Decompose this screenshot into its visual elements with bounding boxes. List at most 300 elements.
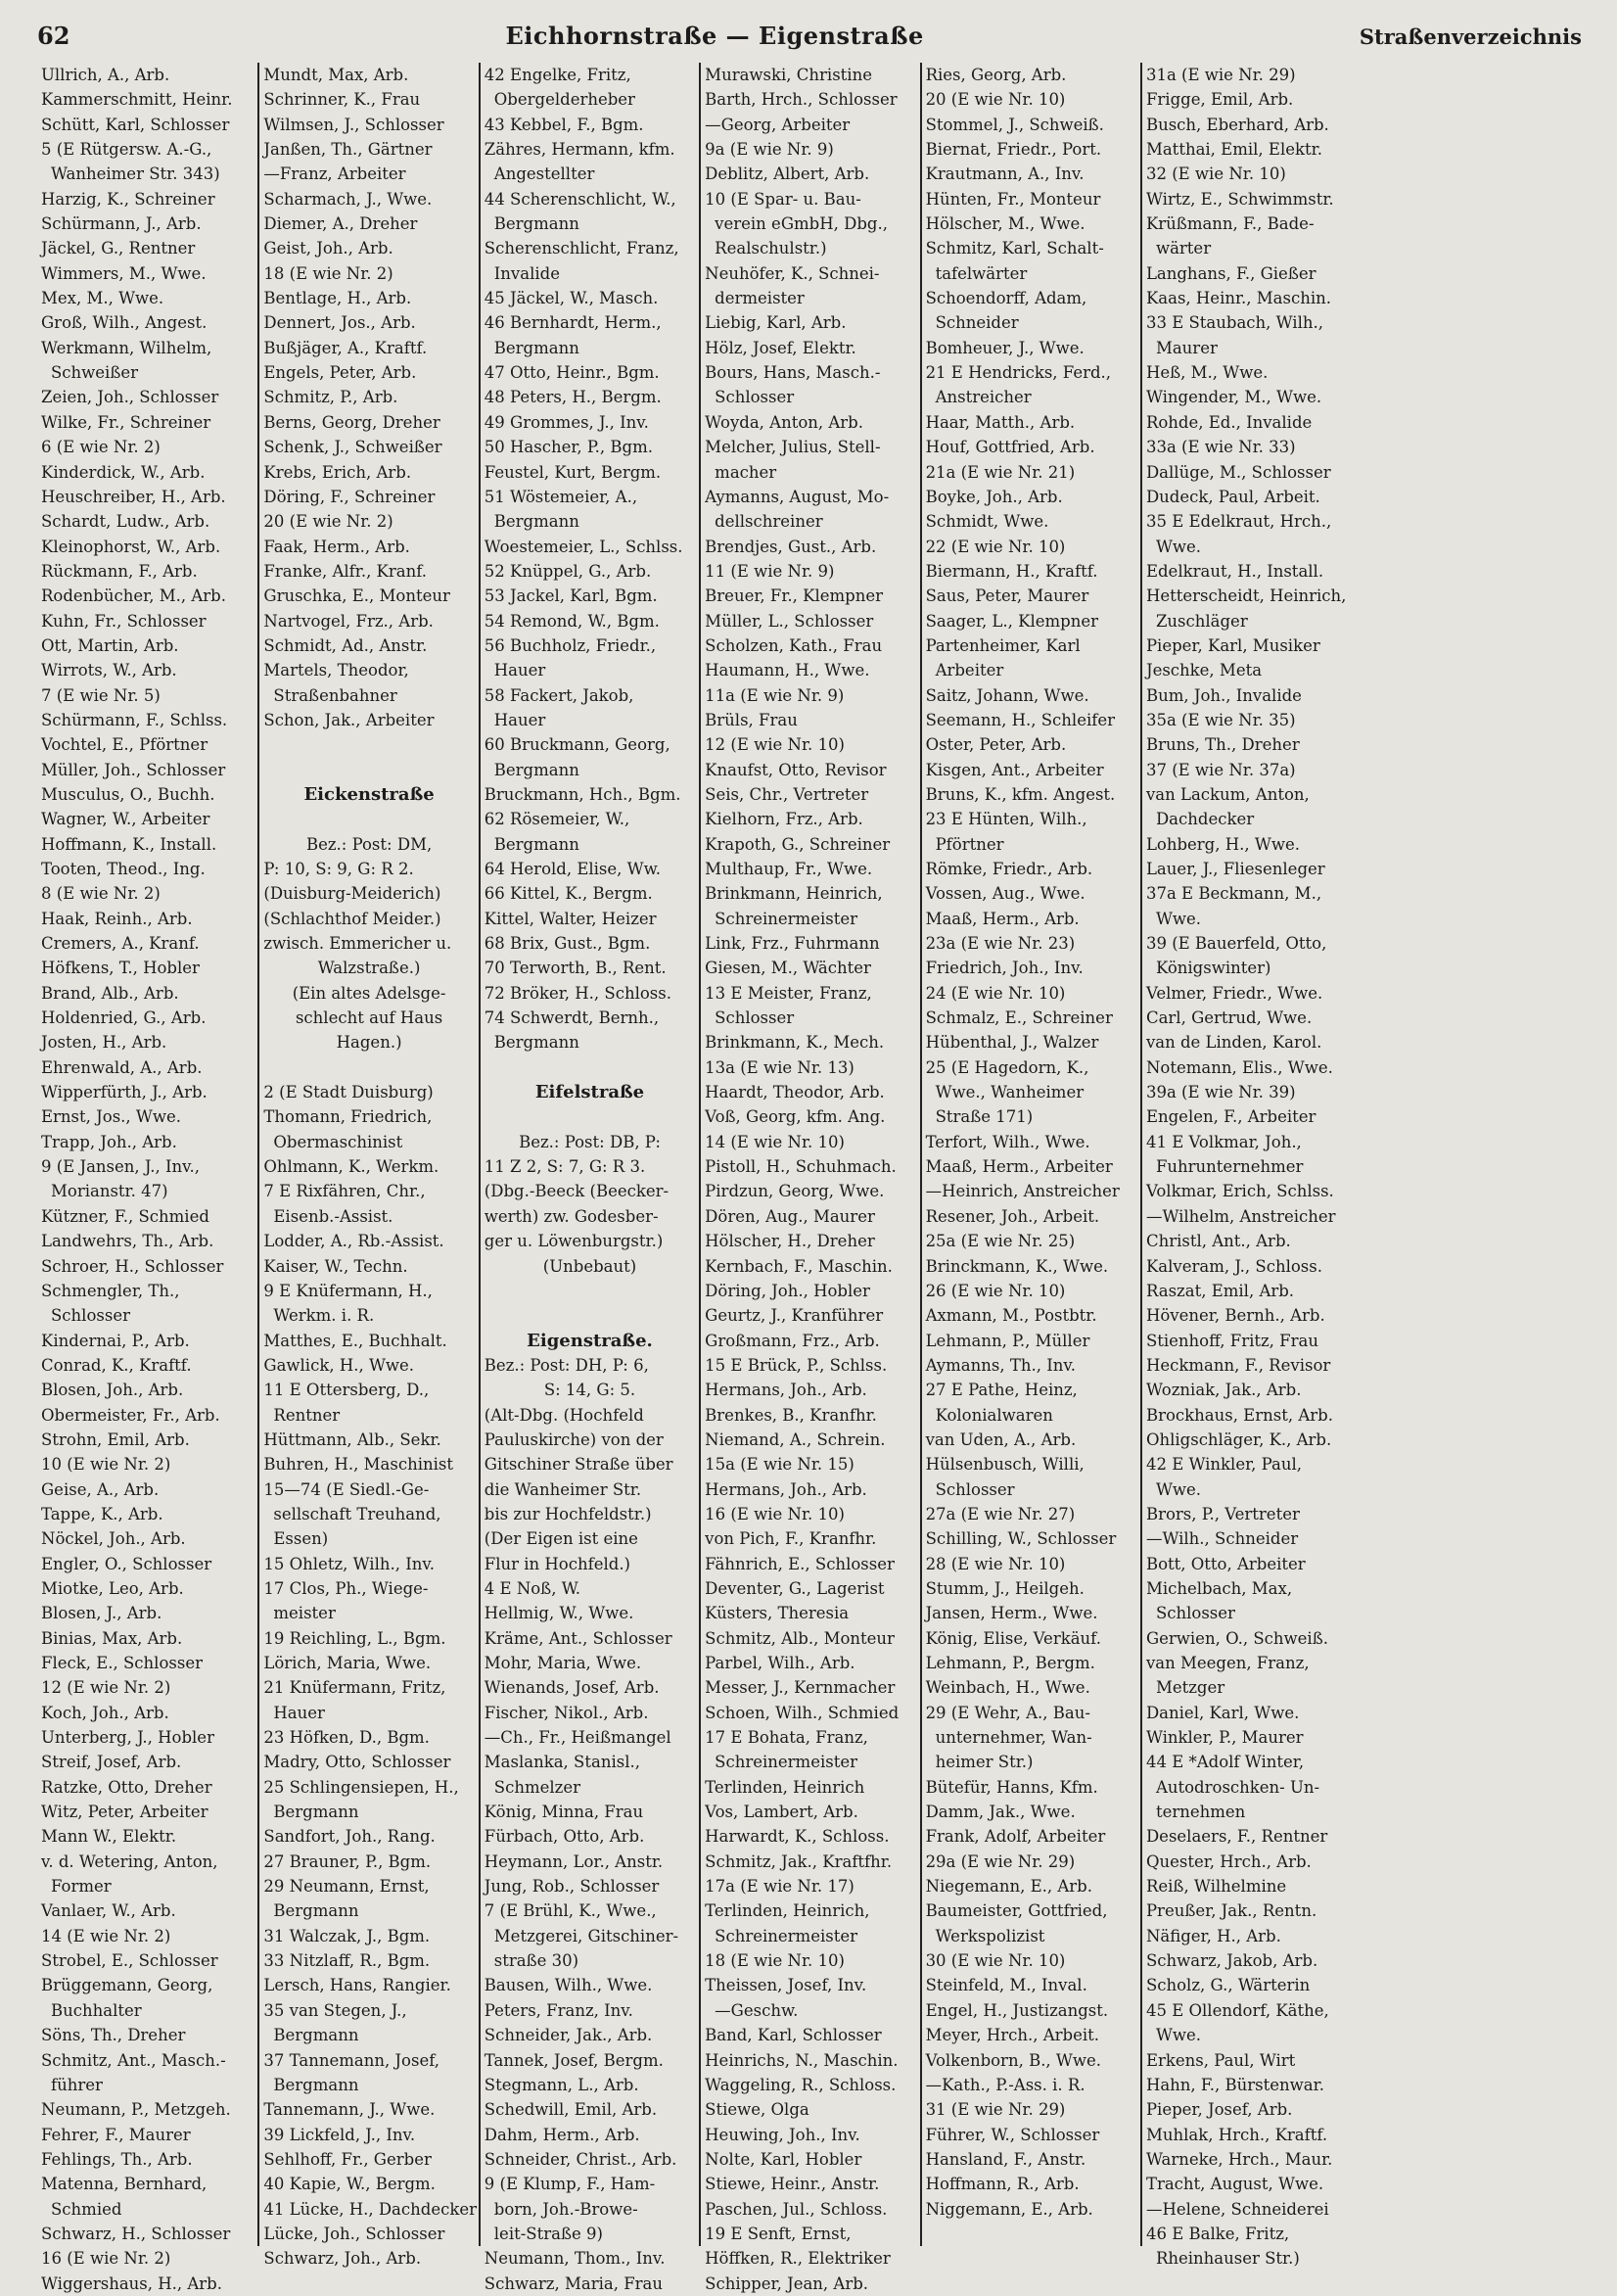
directory-line <box>485 1279 695 1303</box>
directory-line: Nöckel, Joh., Arb. <box>41 1529 186 1549</box>
directory-line: Lodder, A., Rb.-Assist. <box>263 1232 444 1251</box>
directory-line: Brors, P., Vertreter <box>1145 1504 1300 1523</box>
directory-line: Parbel, Wilh., Arb. <box>705 1654 855 1672</box>
directory-line: (Unbebaut) <box>542 1256 637 1276</box>
directory-line: (Dbg.-Beeck (Beecker- <box>484 1182 670 1201</box>
directory-line: Kalveram, J., Schloss. <box>1145 1256 1322 1276</box>
directory-line: Messer, J., Kernmacher <box>705 1678 896 1698</box>
directory-line: Peters, Franz, Inv. <box>484 2000 633 2020</box>
directory-line: Daniel, Karl, Wwe. <box>1145 1703 1300 1722</box>
directory-line: Arbeiter <box>935 661 1004 680</box>
directory-line: Holdenried, G., Arb. <box>41 1008 207 1028</box>
directory-line: Hüttmann, Alb., Sekr. <box>263 1429 441 1449</box>
directory-line: 26 (E wie Nr. 10) <box>925 1281 1066 1300</box>
directory-line: van Uden, A., Arb. <box>925 1429 1077 1449</box>
directory-line: Autodroschken- Un- <box>1155 1777 1320 1797</box>
directory-line: Notemann, Elis., Wwe. <box>1145 1057 1333 1077</box>
directory-line: Binias, Max, Arb. <box>41 1628 183 1648</box>
directory-line: 37 (E wie Nr. 37a) <box>1145 760 1296 779</box>
directory-line: 45 E Ollendorf, Käthe, <box>1145 2000 1329 2020</box>
directory-line: Edelkraut, H., Install. <box>1145 561 1324 581</box>
directory-line: 44 E *Adolf Winter, <box>1145 1753 1305 1772</box>
directory-line: Hansland, F., Anstr. <box>925 2149 1086 2169</box>
directory-line: 11 Z 2, S: 7, G: R 3. <box>484 1157 646 1177</box>
directory-line: Matthai, Emil, Elektr. <box>1145 140 1322 160</box>
directory-line: Terfort, Wilh., Wwe. <box>925 1132 1090 1151</box>
directory-line: 31 Walczak, J., Bgm. <box>263 1926 431 1945</box>
directory-line: Wozniak, Jak., Arb. <box>1145 1381 1302 1400</box>
directory-line: Schlosser <box>935 1479 1015 1499</box>
directory-line: Brinkmann, Heinrich, <box>705 884 883 904</box>
directory-line <box>263 732 474 757</box>
directory-line: Bergmann <box>493 834 579 854</box>
directory-line: Kinderdick, W., Arb. <box>41 462 206 482</box>
directory-line: Wagner, W., Arbeiter <box>41 810 210 829</box>
directory-line: 7 (E Brühl, K., Wwe., <box>484 1901 657 1921</box>
directory-line: Dören, Aug., Maurer <box>705 1206 875 1226</box>
directory-line: Band, Karl, Schlosser <box>705 2026 882 2045</box>
directory-line: 33 E Staubach, Wilh., <box>1145 313 1323 333</box>
directory-line: 51 Wöstemeier, A., <box>484 487 638 506</box>
directory-line: 74 Schwerdt, Bernh., <box>484 1008 660 1028</box>
directory-line: Harzig, K., Schreiner <box>41 189 215 209</box>
directory-line: 37a E Beckmann, M., <box>1145 884 1322 904</box>
directory-line: 10 (E Spar- u. Bau- <box>705 189 861 209</box>
directory-line: 9 (E Klump, F., Ham- <box>484 2175 656 2194</box>
directory-line: Schlosser <box>715 1008 795 1028</box>
directory-line: straße 30) <box>493 1951 579 1971</box>
directory-line: Schon, Jak., Arbeiter <box>263 710 435 729</box>
directory-line: Buchhalter <box>51 2000 142 2020</box>
directory-line: Wwe. <box>1155 537 1202 556</box>
directory-line: Brand, Alb., Arb. <box>41 983 179 1003</box>
directory-line: Schneider <box>935 313 1019 333</box>
directory-line: Wwe. <box>1155 1479 1202 1499</box>
directory-line: Vos, Lambert, Arb. <box>705 1803 858 1822</box>
directory-line: Seis, Chr., Vertreter <box>705 784 869 804</box>
directory-line: Engels, Peter, Arb. <box>263 363 417 383</box>
directory-line: Sehlhoff, Fr., Gerber <box>263 2149 432 2169</box>
directory-line: born, Joh.-Browe- <box>493 2199 638 2219</box>
directory-line: Schmitz, Karl, Schalt- <box>925 239 1104 258</box>
directory-line: 7 E Rixfähren, Chr., <box>263 1182 426 1201</box>
directory-line <box>485 1104 695 1129</box>
directory-line: 4 E Noß, W. <box>484 1578 581 1598</box>
directory-line: Kaas, Heinr., Maschin. <box>1145 289 1331 308</box>
directory-line: Schreinermeister <box>715 1926 857 1945</box>
directory-line: Schenk, J., Schweißer <box>263 438 442 457</box>
directory-line: Rodenbücher, M., Arb. <box>41 586 226 606</box>
directory-line: —Wilh., Schneider <box>1145 1529 1299 1549</box>
directory-line: Saitz, Johann, Wwe. <box>925 685 1089 705</box>
directory-line: Pförtner <box>935 834 1004 854</box>
directory-line: Geist, Joh., Arb. <box>263 239 393 258</box>
directory-line: Tannemann, J., Wwe. <box>263 2100 436 2120</box>
directory-line: Gitschiner Straße über <box>484 1455 673 1475</box>
directory-line: Nolte, Karl, Hobler <box>705 2149 862 2169</box>
directory-line: Bergmann <box>493 214 579 234</box>
directory-line: Schneider, Jak., Arb. <box>484 2026 653 2045</box>
directory-line: Schürmann, J., Arb. <box>41 214 202 234</box>
directory-line: Zuschläger <box>1155 611 1248 631</box>
directory-line: Bez.: Post: DM, <box>305 834 433 854</box>
directory-line: Lohberg, H., Wwe. <box>1145 834 1300 854</box>
directory-line: Küsters, Theresia <box>705 1604 850 1623</box>
directory-line: ger u. Löwenburgstr.) <box>484 1232 664 1251</box>
directory-line: 25a (E wie Nr. 25) <box>925 1232 1076 1251</box>
directory-line: 49 Grommes, J., Inv. <box>484 412 649 432</box>
directory-line: Bez.: Post: DH, P: 6, <box>484 1355 649 1375</box>
directory-line: 42 Engelke, Fritz, <box>484 66 631 84</box>
directory-line: König, Elise, Verkäuf. <box>925 1628 1101 1648</box>
directory-line: 8 (E wie Nr. 2) <box>41 884 161 904</box>
directory-line: Friedrich, Joh., Inv. <box>925 959 1084 978</box>
directory-line: Buhren, H., Maschinist <box>263 1455 454 1475</box>
directory-line: 23a (E wie Nr. 23) <box>925 934 1076 954</box>
directory-line: 18 (E wie Nr. 10) <box>705 1951 845 1971</box>
directory-line: Niemand, A., Schrein. <box>705 1429 886 1449</box>
directory-line: Stiewe, Heinr., Anstr. <box>705 2175 880 2194</box>
directory-line <box>485 1303 695 1328</box>
directory-line: Martels, Theodor, <box>263 661 409 680</box>
directory-line: Mohr, Maria, Wwe. <box>484 1654 642 1672</box>
directory-line: 62 Rösemeier, W., <box>484 810 630 829</box>
directory-line: unternehmer, Wan- <box>935 1728 1092 1748</box>
directory-line: Brenkes, B., Kranfhr. <box>705 1405 877 1425</box>
column-5 <box>920 63 1140 2246</box>
directory-line: Brüggemann, Georg, <box>41 1976 213 1995</box>
directory-line: Schreinermeister <box>715 909 857 928</box>
directory-line: 9 (E Jansen, J., Inv., <box>41 1157 200 1177</box>
directory-line: Hövener, Bernh., Arb. <box>1145 1306 1325 1326</box>
directory-line: 9 E Knüfermann, H., <box>263 1281 433 1300</box>
directory-line: Strohn, Emil, Arb. <box>41 1429 190 1449</box>
directory-line: Steinfeld, M., Inval. <box>925 1976 1087 1995</box>
directory-line: 13 E Meister, Franz, <box>705 983 872 1003</box>
directory-line: Mex, M., Wwe. <box>41 289 164 308</box>
directory-line: Werkmann, Wilhelm, <box>41 338 212 357</box>
directory-line: 45 Jäckel, W., Masch. <box>484 289 659 308</box>
directory-line: Saus, Peter, Maurer <box>925 586 1089 606</box>
directory-line: Straße 171) <box>935 1107 1034 1127</box>
directory-line: Haumann, H., Wwe. <box>705 661 870 680</box>
directory-line: die Wanheimer Str. <box>484 1479 642 1499</box>
directory-line: Bott, Otto, Arbeiter <box>1145 1554 1306 1573</box>
directory-line: Walzstraße.) <box>317 959 421 978</box>
directory-line: 28 (E wie Nr. 10) <box>925 1554 1066 1573</box>
directory-line: Bergmann <box>493 1033 579 1053</box>
directory-line: Krapoth, G., Schreiner <box>705 834 891 854</box>
directory-line: Maaß, Herm., Arb. <box>925 909 1080 928</box>
directory-line: 68 Brix, Gust., Bgm. <box>484 934 651 954</box>
directory-line: Stumm, J., Heilgeh. <box>925 1578 1085 1598</box>
directory-line: Zähres, Hermann, kfm. <box>484 140 675 160</box>
directory-line: Kittel, Walter, Heizer <box>484 909 657 928</box>
directory-line: Bez.: Post: DB, P: <box>519 1132 661 1151</box>
directory-line: Schmitz, Ant., Masch.- <box>41 2050 226 2070</box>
directory-line: Barth, Hrch., Schlosser <box>705 90 898 110</box>
directory-line: Blosen, J., Arb. <box>41 1604 162 1623</box>
directory-line: 11 (E wie Nr. 9) <box>705 561 835 581</box>
directory-line: Theissen, Josef, Inv. <box>705 1976 867 1995</box>
directory-line: Winkler, P., Maurer <box>1145 1728 1304 1748</box>
directory-line: (Duisburg-Meiderich) <box>263 884 441 904</box>
directory-line: 9a (E wie Nr. 9) <box>705 140 834 160</box>
directory-line: Heß, M., Wwe. <box>1145 363 1269 383</box>
directory-line: Raszat, Emil, Arb. <box>1145 1281 1295 1300</box>
directory-line: Anstreicher <box>935 388 1032 407</box>
directory-line: meister <box>273 1604 336 1623</box>
directory-line: Oster, Peter, Arb. <box>925 735 1067 755</box>
directory-line: Kindernai, P., Arb. <box>41 1331 190 1350</box>
directory-line: Straßenbahner <box>273 685 397 705</box>
directory-line: 11 E Ottersberg, D., <box>263 1381 430 1400</box>
directory-line: Matenna, Bernhard, <box>41 2175 208 2194</box>
directory-line: Hoffmann, K., Install. <box>41 834 217 854</box>
directory-line: 12 (E wie Nr. 2) <box>41 1678 171 1698</box>
directory-line: 21 E Hendricks, Ferd., <box>925 363 1112 383</box>
directory-line: Dachdecker <box>1155 810 1255 829</box>
directory-line: Bergmann <box>493 512 579 532</box>
directory-line: 7 (E wie Nr. 5) <box>41 685 161 705</box>
directory-line: 60 Bruckmann, Georg, <box>484 735 670 755</box>
directory-line: Schedwill, Emil, Arb. <box>484 2100 658 2120</box>
directory-line: Ries, Georg, Arb. <box>925 66 1067 84</box>
directory-line: Obermeister, Fr., Arb. <box>41 1405 220 1425</box>
directory-line: Bentlage, H., Arb. <box>263 289 412 308</box>
directory-line: Fehrer, F., Maurer <box>41 2125 191 2144</box>
directory-line: Schmitz, Jak., Kraftfhr. <box>705 1851 893 1871</box>
directory-line: Brockhaus, Ernst, Arb. <box>1145 1405 1333 1425</box>
directory-line: 40 Kapie, W., Bergm. <box>263 2175 436 2194</box>
directory-line: Mann W., Elektr. <box>41 1827 177 1847</box>
directory-line: van Lackum, Anton, <box>1145 784 1310 804</box>
directory-line <box>263 758 474 782</box>
directory-line: Maaß, Herm., Arbeiter <box>925 1157 1113 1177</box>
directory-line: Haak, Reinh., Arb. <box>41 909 193 928</box>
directory-line: Janßen, Th., Gärtner <box>263 140 433 160</box>
directory-line: Höfkens, T., Hobler <box>41 959 200 978</box>
directory-line: Niegemann, E., Arb. <box>925 1877 1092 1897</box>
directory-line: Schroer, H., Schlosser <box>41 1256 224 1276</box>
directory-line: sellschaft Treuhand, <box>273 1504 441 1523</box>
directory-line: Partenheimer, Karl <box>925 635 1081 655</box>
directory-line: —Ch., Fr., Heißmangel <box>484 1728 671 1748</box>
directory-line: leit-Straße 9) <box>493 2224 603 2243</box>
directory-line: 41 E Volkmar, Joh., <box>1145 1132 1302 1151</box>
directory-line: Pieper, Karl, Musiker <box>1145 635 1320 655</box>
directory-line: Fürbach, Otto, Arb. <box>484 1827 645 1847</box>
page-title: Eichhornstraße — Eigenstraße <box>505 22 924 50</box>
directory-line: Berns, Georg, Dreher <box>263 412 440 432</box>
directory-line: Tracht, August, Wwe. <box>1145 2175 1324 2194</box>
directory-line: Volkmar, Erich, Schlss. <box>1145 1182 1334 1201</box>
directory-line: Kolonialwaren <box>935 1405 1053 1425</box>
directory-line: Heinrichs, N., Maschin. <box>705 2050 899 2070</box>
directory-line: 54 Remond, W., Bgm. <box>484 611 660 631</box>
directory-line: Franke, Alfr., Kranf. <box>263 561 427 581</box>
directory-line: Bruns, K., kfm. Angest. <box>925 784 1116 804</box>
directory-line: Liebig, Karl, Arb. <box>705 313 847 333</box>
directory-line: Stienhoff, Fritz, Frau <box>1145 1331 1318 1350</box>
directory-line: Aymanns, Th., Inv. <box>925 1355 1076 1375</box>
directory-line: 5 (E Rütgersw. A.-G., <box>41 140 212 160</box>
directory-line: Woestemeier, L., Schlss. <box>484 537 683 556</box>
directory-line: Essen) <box>273 1529 329 1549</box>
column-1 <box>37 63 257 2293</box>
directory-line: Breuer, Fr., Klempner <box>705 586 884 606</box>
directory-line: Kräme, Ant., Schlosser <box>484 1628 672 1648</box>
directory-line: Wiggershaus, H., Arb. <box>41 2273 222 2293</box>
directory-line: 2 (E Stadt Duisburg) <box>263 1083 434 1102</box>
directory-line: tafelwärter <box>935 263 1028 283</box>
directory-line: Kielhorn, Frz., Arb. <box>705 810 863 829</box>
directory-line: Quester, Hrch., Arb. <box>1145 1851 1312 1871</box>
directory-line: Vanlaer, W., Arb. <box>41 1901 176 1921</box>
directory-line: Obermaschinist <box>273 1132 403 1151</box>
directory-line: Müller, Joh., Schlosser <box>41 760 226 779</box>
directory-line: bis zur Hochfeldstr.) <box>484 1504 652 1523</box>
directory-line: 31a (E wie Nr. 29) <box>1145 66 1296 84</box>
directory-line: Seemann, H., Schleifer <box>925 710 1115 729</box>
directory-line: Schwarz, H., Schlosser <box>41 2224 231 2243</box>
directory-line: Former <box>51 1877 112 1897</box>
directory-line: Gerwien, O., Schweiß. <box>1145 1628 1328 1648</box>
directory-line: P: 10, S: 9, G: R 2. <box>263 860 414 878</box>
directory-line: Schmalz, E., Schreiner <box>925 1008 1113 1028</box>
directory-line: Bergmann <box>273 2026 359 2045</box>
directory-line: Bütefür, Hanns, Kfm. <box>925 1777 1098 1797</box>
directory-line: 29 (E Wehr, A., Bau- <box>925 1703 1090 1722</box>
directory-line: Axmann, M., Postbtr. <box>925 1306 1097 1326</box>
directory-line: Neumann, P., Metzgeh. <box>41 2100 231 2120</box>
directory-line: Näfiger, H., Arb. <box>1145 1926 1281 1945</box>
directory-line: Pistoll, H., Schuhmach. <box>705 1157 897 1177</box>
directory-line: Trapp, Joh., Arb. <box>41 1132 177 1151</box>
directory-line: Terlinden, Heinrich <box>705 1777 865 1797</box>
directory-line: Hölz, Josef, Elektr. <box>705 338 856 357</box>
directory-line: Hölscher, H., Dreher <box>705 1232 875 1251</box>
directory-line: 27a (E wie Nr. 27) <box>925 1504 1076 1523</box>
directory-line: Stommel, J., Schweiß. <box>925 115 1104 134</box>
directory-line: Warneke, Hrch., Maur. <box>1145 2149 1333 2169</box>
directory-line: Deblitz, Albert, Arb. <box>705 164 870 184</box>
directory-line: Hünten, Fr., Monteur <box>925 189 1101 209</box>
directory-line: —Heinrich, Anstreicher <box>925 1182 1120 1201</box>
directory-line: Kernbach, F., Maschin. <box>705 1256 893 1276</box>
directory-line: 19 E Senft, Ernst, <box>705 2224 852 2243</box>
directory-line: 15—74 (E Siedl.-Ge- <box>263 1479 430 1499</box>
directory-line: Bum, Joh., Invalide <box>1145 685 1302 705</box>
directory-line: dellschreiner <box>715 512 823 532</box>
directory-line: Mundt, Max, Arb. <box>263 66 409 84</box>
directory-line: 6 (E wie Nr. 2) <box>41 438 161 457</box>
directory-line: 64 Herold, Elise, Ww. <box>484 860 662 878</box>
directory-line: (Der Eigen ist eine <box>484 1529 638 1549</box>
directory-line: Bausen, Wilh., Wwe. <box>484 1976 653 1995</box>
directory-line: Schmitz, P., Arb. <box>263 388 398 407</box>
directory-line: führer <box>51 2075 103 2094</box>
directory-line: Dennert, Jos., Arb. <box>263 313 416 333</box>
directory-line: Kuhn, Fr., Schlosser <box>41 611 207 631</box>
directory-line: Werkm. i. R. <box>273 1306 375 1326</box>
directory-line: von Pich, F., Kranfhr. <box>705 1529 877 1549</box>
directory-line: Dudeck, Paul, Arbeit. <box>1145 487 1320 506</box>
directory-line: van de Linden, Karol. <box>1145 1033 1322 1053</box>
directory-line: Stegmann, L., Arb. <box>484 2075 639 2094</box>
directory-line: 70 Terworth, B., Rent. <box>484 959 667 978</box>
directory-line: Wipperfürth, J., Arb. <box>41 1083 208 1102</box>
directory-line: 10 (E wie Nr. 2) <box>41 1455 171 1475</box>
directory-line: Vochtel, E., Pförtner <box>41 735 208 755</box>
directory-line: Faak, Herm., Arb. <box>263 537 410 556</box>
directory-line: —Helene, Schneiderei <box>1145 2199 1329 2219</box>
directory-line: Zeien, Joh., Schlosser <box>41 388 219 407</box>
directory-line: Tooten, Theod., Ing. <box>41 860 206 878</box>
directory-line: Metzgerei, Gitschiner- <box>493 1926 679 1945</box>
street-heading: Eifelstraße <box>534 1082 645 1103</box>
directory-line: Heymann, Lor., Anstr. <box>484 1851 664 1871</box>
directory-line: Schlosser <box>1155 1604 1235 1623</box>
directory-line: Brinkmann, K., Mech. <box>705 1033 885 1053</box>
directory-line: 72 Bröker, H., Schloss. <box>484 983 671 1003</box>
directory-line: 29 Neumann, Ernst, <box>263 1877 430 1897</box>
directory-line: Waggeling, R., Schloss. <box>705 2075 897 2094</box>
directory-line: 47 Otto, Heinr., Bgm. <box>484 363 660 383</box>
directory-line: Wimmers, M., Wwe. <box>41 263 207 283</box>
directory-line: Haardt, Theodor, Arb. <box>705 1083 885 1102</box>
directory-line: 35 van Stegen, J., <box>263 2000 407 2020</box>
directory-line: Schmidt, Ad., Anstr. <box>263 635 428 655</box>
directory-line: Schipper, Jean, Arb. <box>705 2273 869 2293</box>
directory-line: Resener, Joh., Arbeit. <box>925 1206 1100 1226</box>
directory-line: Metzger <box>1155 1678 1225 1698</box>
directory-line: 17 Clos, Ph., Wiege- <box>263 1578 429 1598</box>
directory-line: Lücke, Joh., Schlosser <box>263 2224 445 2243</box>
directory-line: Fleck, E., Schlosser <box>41 1654 203 1672</box>
directory-line: 56 Buchholz, Friedr., <box>484 635 657 655</box>
directory-line <box>263 1055 474 1080</box>
directory-line: 16 (E wie Nr. 2) <box>41 2249 171 2269</box>
directory-line: Gawlick, H., Wwe. <box>263 1355 415 1375</box>
directory-line: 39 Lickfeld, J., Inv. <box>263 2125 416 2144</box>
directory-line: 21 Knüfermann, Fritz, <box>263 1678 446 1698</box>
directory-line: 50 Hascher, P., Bgm. <box>484 438 653 457</box>
directory-line: Müller, L., Schlosser <box>705 611 874 631</box>
directory-line: Multhaup, Fr., Wwe. <box>705 860 873 878</box>
directory-line: 37 Tannemann, Josef, <box>263 2050 439 2070</box>
directory-line: Tappe, K., Arb. <box>41 1504 163 1523</box>
directory-line: Hölscher, M., Wwe. <box>925 214 1086 234</box>
directory-line: 11a (E wie Nr. 9) <box>705 685 845 705</box>
directory-line: 17 E Bohata, Franz, <box>705 1728 868 1748</box>
directory-line: Großmann, Frz., Arb. <box>705 1331 880 1350</box>
directory-line: Dahm, Herm., Arb. <box>484 2125 640 2144</box>
directory-line: 31 (E wie Nr. 29) <box>925 2100 1066 2120</box>
directory-line: Brendjes, Gust., Arb. <box>705 537 877 556</box>
directory-line: Rohde, Ed., Invalide <box>1145 412 1313 432</box>
directory-line: Krautmann, A., Inv. <box>925 164 1085 184</box>
directory-line: Schmitz, Alb., Monteur <box>705 1628 895 1648</box>
directory-line: Velmer, Friedr., Wwe. <box>1145 983 1323 1003</box>
directory-line: Werkspolizist <box>935 1926 1045 1945</box>
directory-line: Schmidt, Wwe. <box>925 512 1049 532</box>
directory-line: Ernst, Jos., Wwe. <box>41 1107 181 1127</box>
directory-line: Schwarz, Maria, Frau <box>484 2273 664 2293</box>
directory-line: Ullrich, A., Arb. <box>41 66 170 84</box>
section-title: Straßenverzeichnis <box>1359 24 1582 49</box>
directory-line: Koch, Joh., Arb. <box>41 1703 169 1722</box>
